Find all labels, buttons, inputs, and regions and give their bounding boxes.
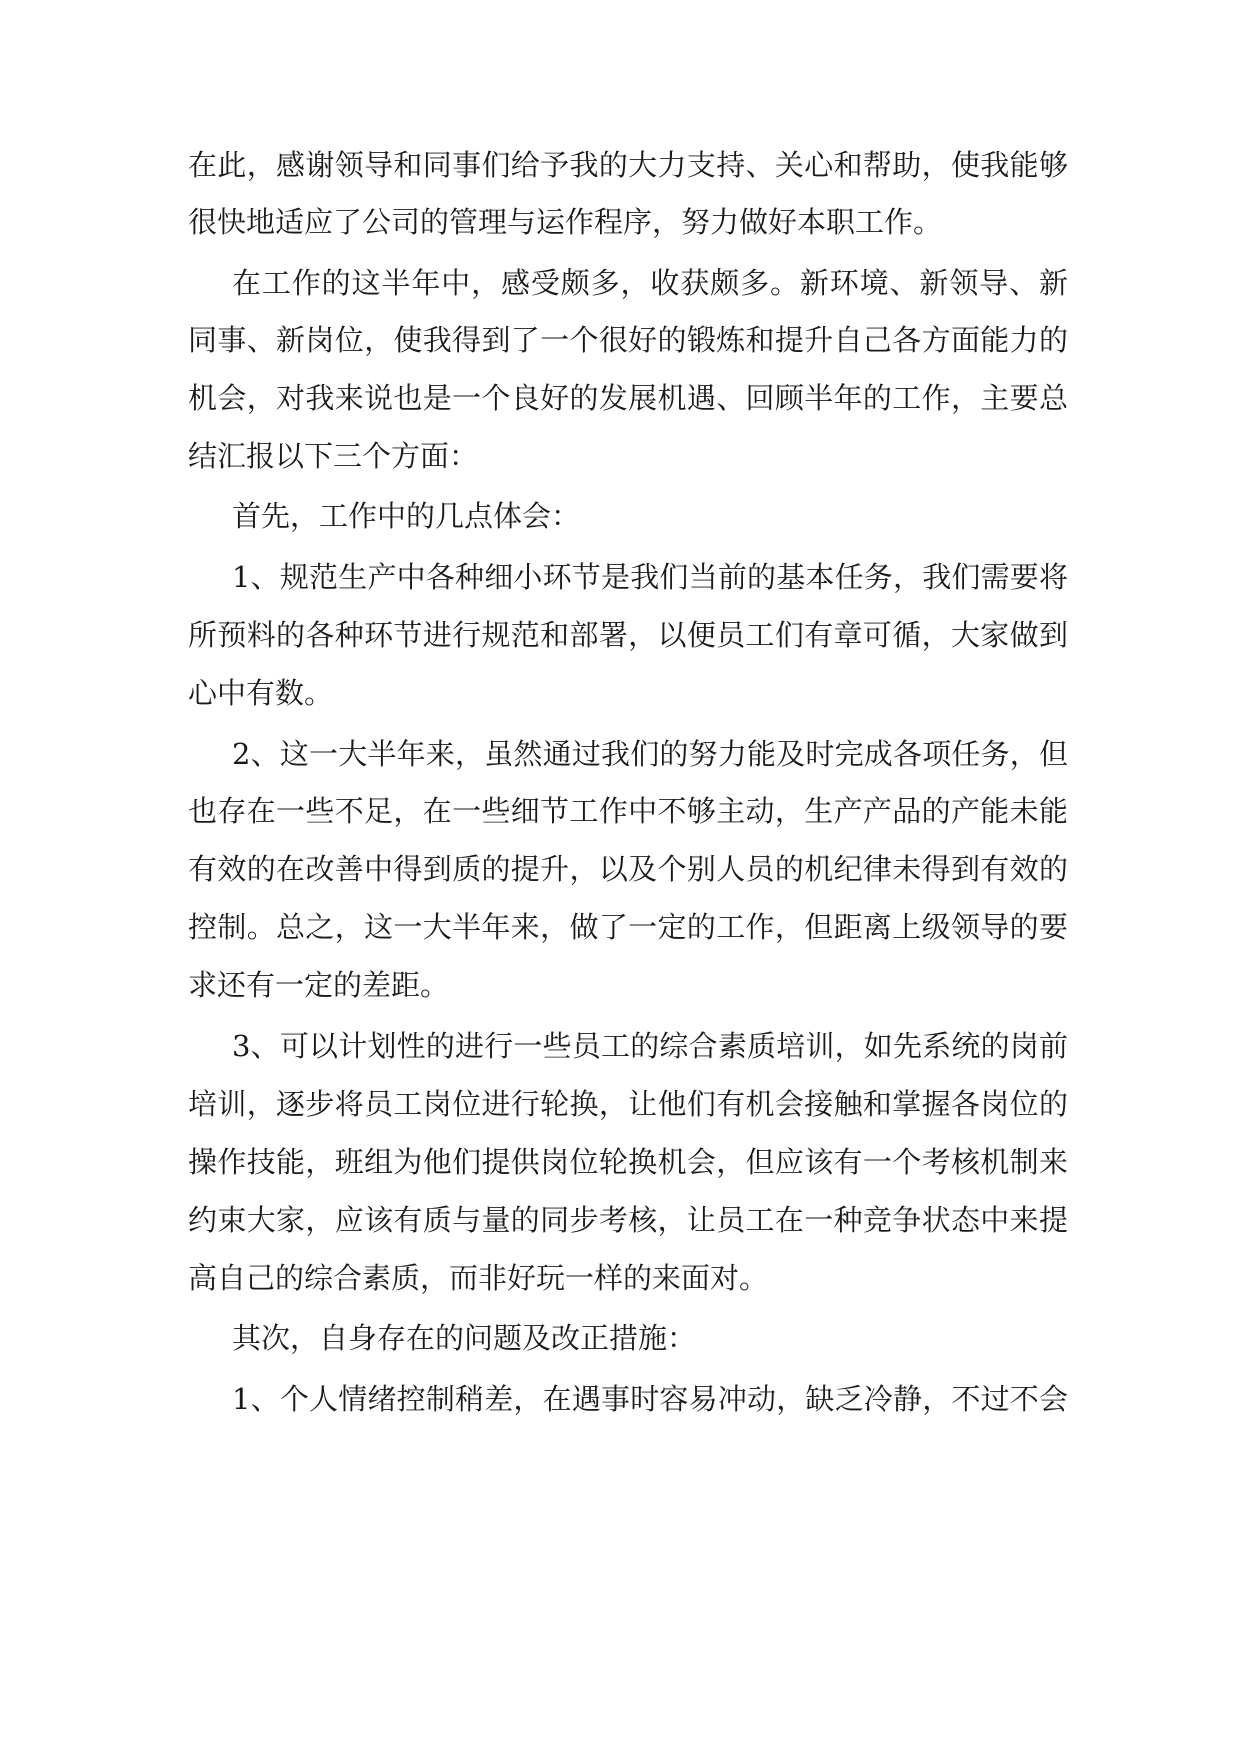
text-line: 结汇报以下三个方面： [188, 439, 479, 473]
text-line: 心中有数。 [188, 676, 334, 710]
text-line: 有效的在改善中得到质的提升，以及个别人员的机纪律未得到有效的 [188, 852, 1068, 886]
text-line: 操作技能，班组为他们提供岗位轮换机会，但应该有一个考核机制来 [188, 1145, 1068, 1179]
text-line: 1、规范生产中各种细小环节是我们当前的基本任务，我们需要将 [232, 560, 1068, 594]
text-line: 3、可以计划性的进行一些员工的综合素质培训，如先系统的岗前 [232, 1029, 1068, 1063]
text-line: 培训，逐步将员工岗位进行轮换，让他们有机会接触和掌握各岗位的 [188, 1087, 1068, 1121]
text-line: 在工作的这半年中，感受颇多，收获颇多。新环境、新领导、新 [232, 266, 1068, 300]
text-line: 1、个人情绪控制稍差，在遇事时容易冲动，缺乏冷静，不过不会 [232, 1382, 1068, 1416]
text-line: 所预料的各种环节进行规范和部署，以便员工们有章可循，大家做到 [188, 618, 1068, 652]
text-line: 控制。总之，这一大半年来，做了一定的工作，但距离上级领导的要 [188, 910, 1068, 944]
text-line: 2、这一大半年来，虽然通过我们的努力能及时完成各项任务，但 [232, 737, 1068, 771]
text-line: 在此，感谢领导和同事们给予我的大力支持、关心和帮助，使我能够 [188, 148, 1068, 182]
text-line: 同事、新岗位，使我得到了一个很好的锻炼和提升自己各方面能力的 [188, 323, 1068, 357]
text-line: 也存在一些不足，在一些细节工作中不够主动，生产产品的产能未能 [188, 794, 1068, 828]
text-line: 求还有一定的差距。 [188, 968, 450, 1002]
text-line: 其次，自身存在的问题及改正措施： [232, 1321, 697, 1355]
text-line: 很快地适应了公司的管理与运作程序，努力做好本职工作。 [188, 205, 943, 239]
text-line: 机会，对我来说也是一个良好的发展机遇、回顾半年的工作，主要总 [188, 381, 1068, 415]
text-line: 高自己的综合素质，而非好玩一样的来面对。 [188, 1261, 769, 1295]
text-line: 约束大家，应该有质与量的同步考核，让员工在一种竞争状态中来提 [188, 1203, 1068, 1237]
text-line: 首先，工作中的几点体会： [232, 499, 581, 533]
